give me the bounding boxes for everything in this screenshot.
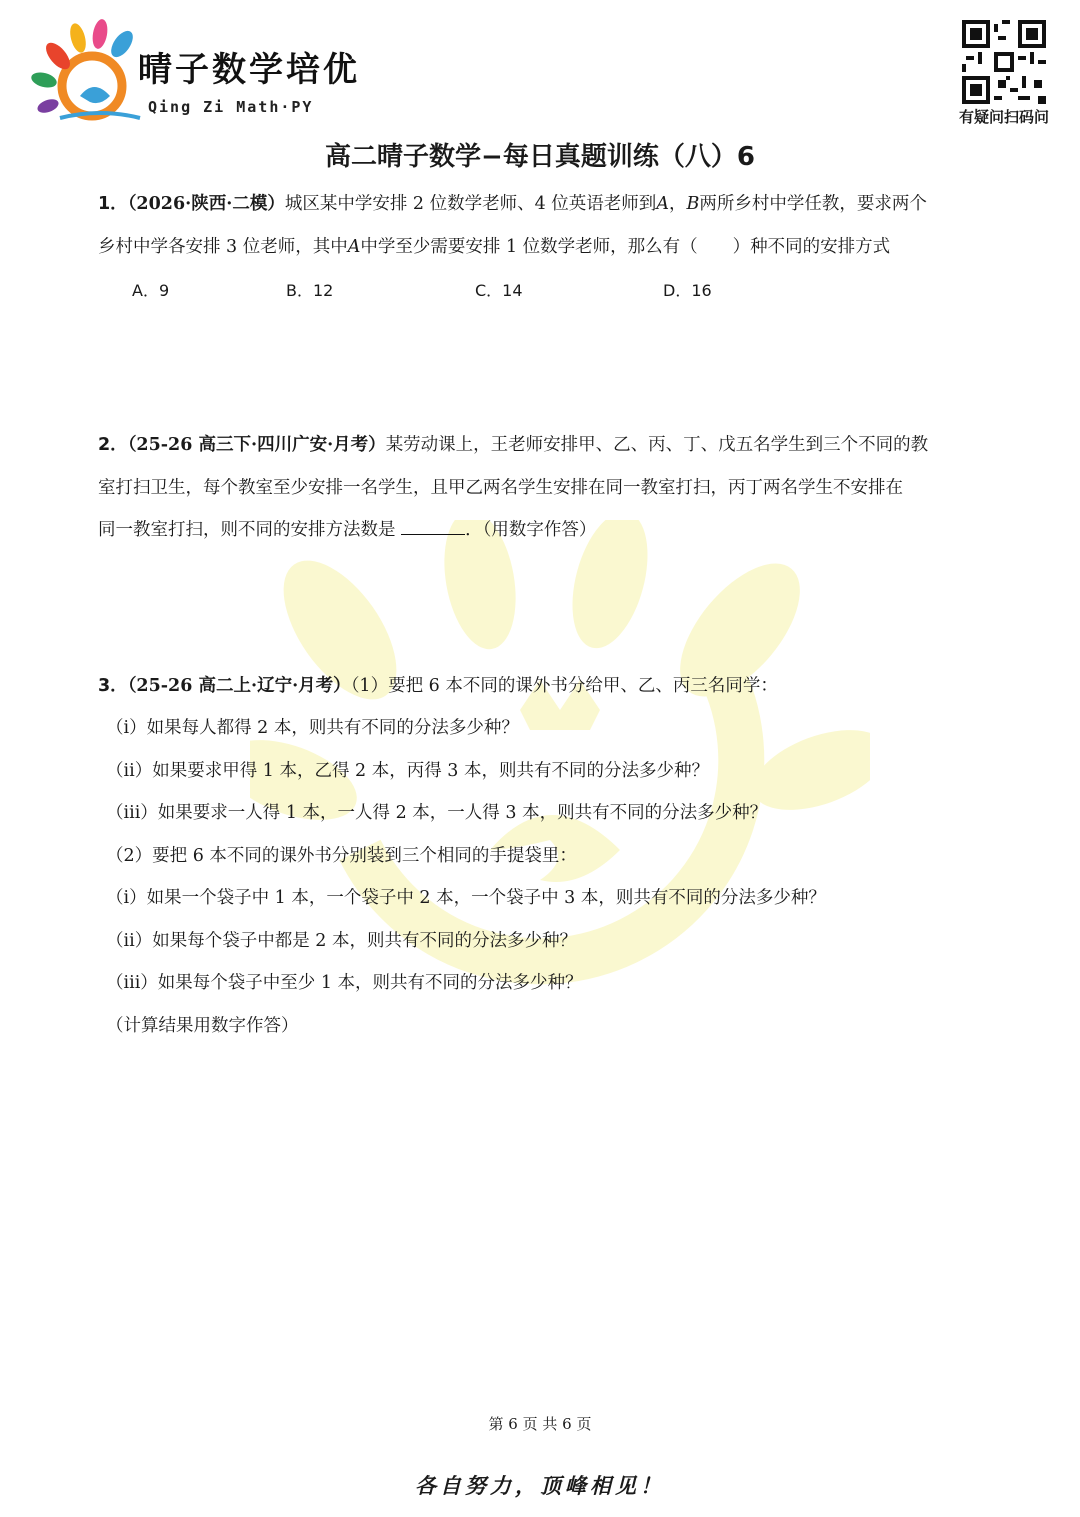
q3-number: 3． [98, 676, 128, 696]
q2-text-3b: ．（用数字作答） [465, 520, 597, 540]
q1-source: （2026·陕西·二模） [127, 194, 285, 214]
page-number: 第 6 页 共 6 页 [488, 1415, 592, 1433]
q1-option-a: A．9 [132, 281, 170, 300]
q2-number: 2． [98, 435, 128, 455]
q3-line-1 [98, 672, 778, 697]
q1-line-2 [98, 233, 890, 258]
q3-part1-ii: （ii）如果要求甲得 1 本，乙得 2 本，丙得 3 本，则共有不同的分法多少种？ [106, 761, 709, 781]
q1-var-b: B [686, 194, 700, 214]
q1-option-b: B．12 [286, 281, 334, 300]
q2-text-3a: 同一教室打扫，则不同的安排方法数是 [98, 520, 396, 540]
q1-text-2a: 乡村中学各安排 3 位老师，其中 [98, 237, 348, 257]
q1-text-1c: 两所乡村中学任教，要求两个 [699, 194, 927, 214]
q1-line-1 [98, 190, 927, 215]
q1-option-d: D．16 [663, 281, 712, 300]
page-title: 高二晴子数学−每日真题训练（八）6 [325, 142, 755, 172]
q1-number: 1． [98, 194, 128, 214]
q3-part1-i: （i）如果每人都得 2 本，则共有不同的分法多少种？ [106, 718, 519, 738]
q1-text-1a: 城区某中学安排 2 位数学老师、4 位英语老师到 [284, 194, 657, 214]
q2-line-3 [98, 516, 596, 541]
q3-part2-ii: （ii）如果每个袋子中都是 2 本，则共有不同的分法多少种？ [106, 931, 577, 951]
q2-source: （25-26 高三下·四川广安·月考） [127, 435, 386, 455]
brand-logo-icon [30, 18, 150, 128]
q3-part2-iii: （iii）如果每个袋子中至少 1 本，则共有不同的分法多少种？ [106, 973, 583, 993]
footer-motto: 各自努力，顶峰相见！ [415, 1473, 665, 1498]
q1-var-a: A [656, 194, 669, 214]
q1-text-1b: ， [668, 194, 687, 214]
q3-line-2: （2）要把 6 本不同的课外书分别装到三个相同的手提袋里： [106, 846, 577, 866]
q3-source: （25-26 高二上·辽宁·月考） [127, 676, 351, 696]
q1-text-2b: 中学至少需要安排 1 位数学老师，那么有（ ）种不同的安排方式 [360, 237, 891, 257]
q2-text-1: 某劳动课上，王老师安排甲、乙、丙、丁、戊五名学生到三个不同的教 [385, 435, 929, 455]
qr-caption: 有疑问扫码问 [958, 108, 1049, 126]
brand-name-en: Qing Zi Math·PY [148, 98, 314, 116]
q1-var-a-2: A [347, 237, 361, 257]
answer-blank [401, 518, 465, 535]
q2-line-2: 室打扫卫生，每个教室至少安排一名学生，且甲乙两名学生安排在同一教室打扫，丙丁两名学生不安排在 [98, 478, 903, 498]
q3-part1-iii: （iii）如果要求一人得 1 本，一人得 2 本，一人得 3 本，则共有不同的分法多少种？ [106, 803, 768, 823]
q2-line-1 [98, 431, 928, 456]
q3-text-1: （1）要把 6 本不同的课外书分给甲、乙、丙三名同学： [350, 676, 778, 696]
q3-note: （计算结果用数字作答） [106, 1016, 299, 1036]
q3-part2-i: （i）如果一个袋子中 1 本，一个袋子中 2 本，一个袋子中 3 本，则共有不同的分法多少种？ [106, 888, 826, 908]
brand-name-cn: 晴子数学培优 [138, 50, 360, 90]
q1-option-c: C．14 [475, 281, 523, 300]
qr-code-icon [962, 20, 1046, 104]
